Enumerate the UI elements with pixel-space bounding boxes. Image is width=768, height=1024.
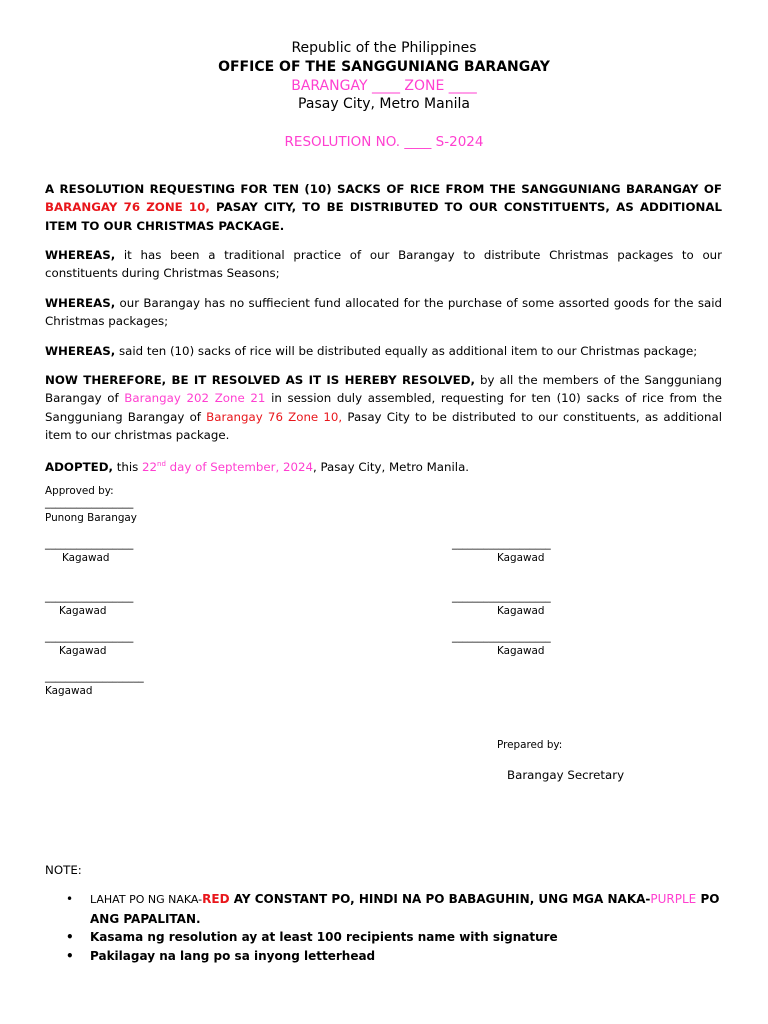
kagawad-line-r2: ___________________: [452, 591, 551, 603]
kagawad-label-l4: Kagawad: [45, 685, 93, 697]
barangay-secretary-label: Barangay Secretary: [507, 768, 625, 782]
bullet-icon: •: [66, 948, 74, 963]
header-office: OFFICE OF THE SANGGUNIANG BARANGAY: [218, 59, 550, 75]
kagawad-label-r3: Kagawad: [497, 645, 545, 657]
note-list: [66, 890, 726, 965]
prepared-by-label: Prepared by:: [497, 739, 563, 751]
kagawad-label-l1: Kagawad: [62, 552, 110, 564]
header-barangay-zone: BARANGAY ____ ZONE ____: [291, 78, 477, 94]
resolved-barangay-pink: Barangay 202 Zone 21: [124, 391, 266, 406]
header-republic: Republic of the Philippines: [291, 40, 477, 56]
resolved-clause: NOW THEREFORE, BE IT RESOLVED AS IT IS HEREBY RESOLVED, by all the members of the Sangguniang Barangay of Barangay 202 Zone 21 in session duly assembled, requesting for ten (10) sacks of rice from the Sangguniang Barangay of Barangay 76 Zone 10, Pasay City to be distributed to our constituents, as additional item to our christmas package.: [45, 373, 722, 443]
whereas-clause-3: WHEREAS, said ten (10) sacks of rice will be distributed equally as additional item to our Christmas package;: [45, 344, 698, 358]
kagawad-line-l4: ___________________: [45, 671, 144, 683]
kagawad-line-l1: _________________: [45, 538, 134, 550]
bullet-icon: •: [66, 930, 74, 944]
adopted-date: day of September, 2024: [165, 459, 313, 474]
adopted-clause: ADOPTED, this 22nd day of September, 2024, Pasay City, Metro Manila.: [45, 459, 470, 474]
approved-by-label: Approved by:: [45, 485, 114, 497]
note-item-2: • Kasama ng resolution ay at least 100 recipients name with signature: [66, 928, 726, 947]
note-label: NOTE:: [45, 863, 82, 877]
kagawad-label-l3: Kagawad: [59, 645, 107, 657]
whereas-clause-1: WHEREAS, it has been a traditional practice of our Barangay to distribute Christmas packages to our constituents during Christmas Seasons;: [45, 248, 722, 281]
kagawad-line-l2: _________________: [45, 591, 134, 603]
title-barangay-highlight: BARANGAY 76 ZONE 10,: [45, 200, 210, 215]
adopted-day: 22: [142, 459, 158, 474]
kagawad-line-r3: ___________________: [452, 631, 551, 643]
note-item-1: • LAHAT PO NG NAKA-RED AY CONSTANT PO, HINDI NA PO BABAGUHIN, UNG MGA NAKA-PURPLE PO ANG PAPALITAN.: [66, 892, 720, 926]
resolution-title: A RESOLUTION REQUESTING FOR TEN (10) SACKS OF RICE FROM THE SANGGUNIANG BARANGAY OF BARANGAY 76 ZONE 10, PASAY CITY, TO BE DISTRIBUTED TO OUR CONSTITUENTS, AS ADDITIONAL ITEM TO OUR CHRISTMAS PACKAGE.: [45, 182, 722, 233]
resolution-number: RESOLUTION NO. ____ S-2024: [284, 134, 484, 150]
kagawad-line-r1: ___________________: [452, 538, 551, 550]
punong-signature-line: _________________: [45, 497, 134, 509]
kagawad-line-l3: _________________: [45, 631, 134, 643]
whereas-clause-2: WHEREAS, our Barangay has no suffiecient fund allocated for the purchase of some assorted goods for the said Christmas packages;: [45, 296, 722, 329]
kagawad-label-l2: Kagawad: [59, 605, 107, 617]
kagawad-label-r2: Kagawad: [497, 605, 545, 617]
resolved-barangay-red: Barangay 76 Zone 10,: [206, 409, 343, 424]
kagawad-label-r1: Kagawad: [497, 552, 545, 564]
header-city: Pasay City, Metro Manila: [298, 96, 470, 112]
punong-barangay-label: Punong Barangay: [45, 512, 137, 524]
note-item-3: • Pakilagay na lang po sa inyong letterhead: [66, 947, 726, 966]
bullet-icon: •: [66, 892, 74, 906]
